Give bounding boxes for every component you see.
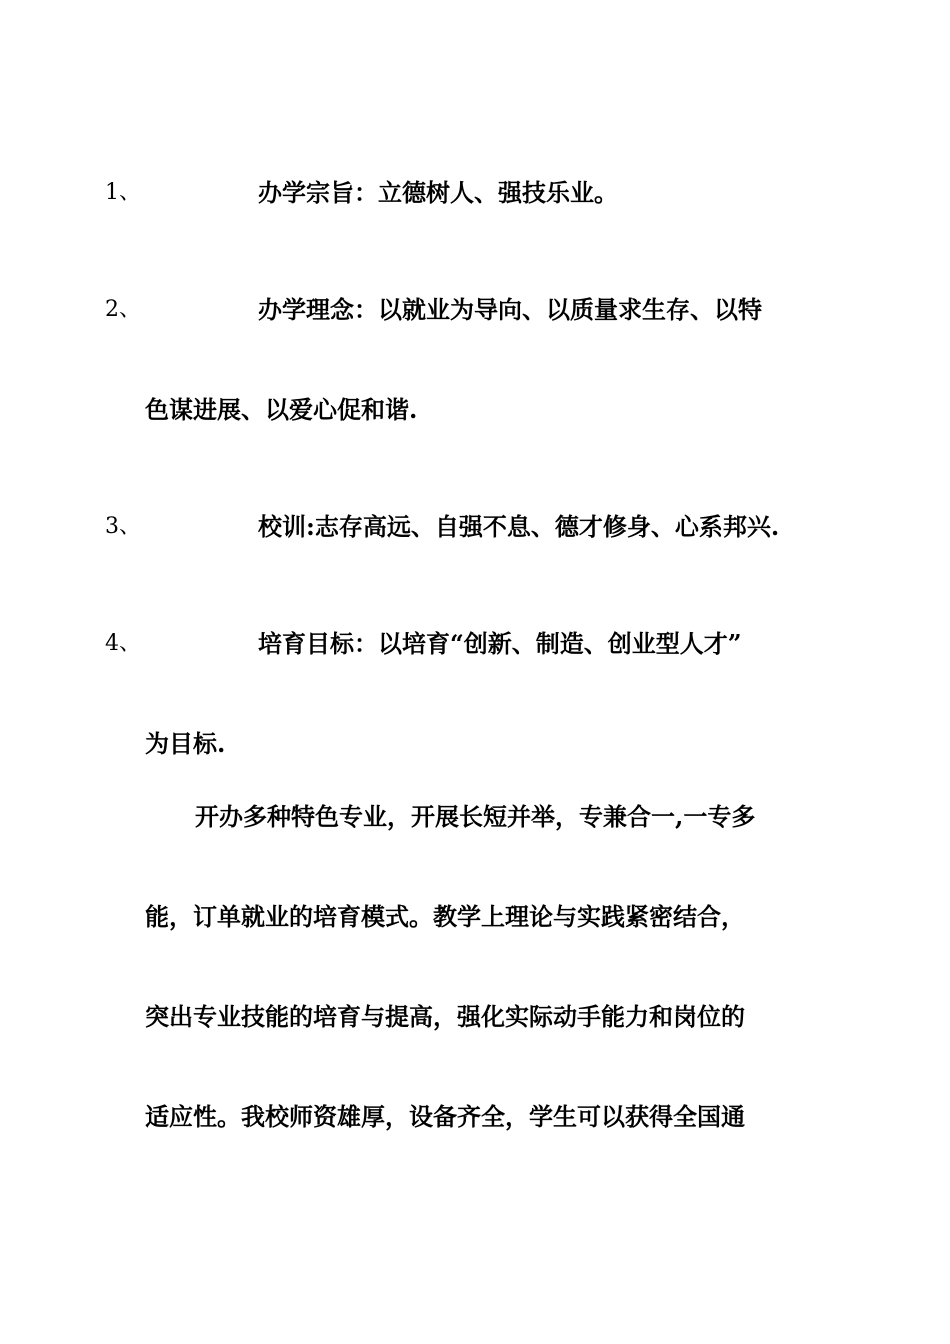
list-item-number: 1、 — [105, 180, 141, 205]
paragraph-line: 能，订单就业的培育模式。教学上理论与实践紧密结合， — [145, 902, 745, 931]
paragraph-line: 突出专业技能的培育与提高，强化实际动手能力和岗位的 — [145, 1002, 745, 1031]
list-item-text: 办学宗旨：立德树人、强技乐业。 — [258, 178, 618, 207]
list-item-text: 培育目标：以培育“创新、制造、创业型人才” — [258, 629, 742, 658]
paragraph-line: 开办多种特色专业，开展长短并举，专兼合一,一专多 — [195, 802, 756, 831]
list-item-text-continuation: 色谋进展、以爱心促和谐. — [145, 395, 418, 424]
list-item-number: 2、 — [105, 297, 141, 322]
list-item-text-continuation: 为目标. — [145, 729, 226, 758]
list-item-text: 校训:志存高远、自强不息、德才修身、心系邦兴. — [258, 512, 780, 541]
paragraph-line: 适应性。我校师资雄厚，设备齐全，学生可以获得全国通 — [145, 1102, 745, 1131]
list-item-number: 4、 — [105, 631, 141, 656]
list-item-text: 办学理念：以就业为导向、以质量求生存、以特 — [258, 295, 762, 324]
list-item-number: 3、 — [105, 514, 141, 539]
